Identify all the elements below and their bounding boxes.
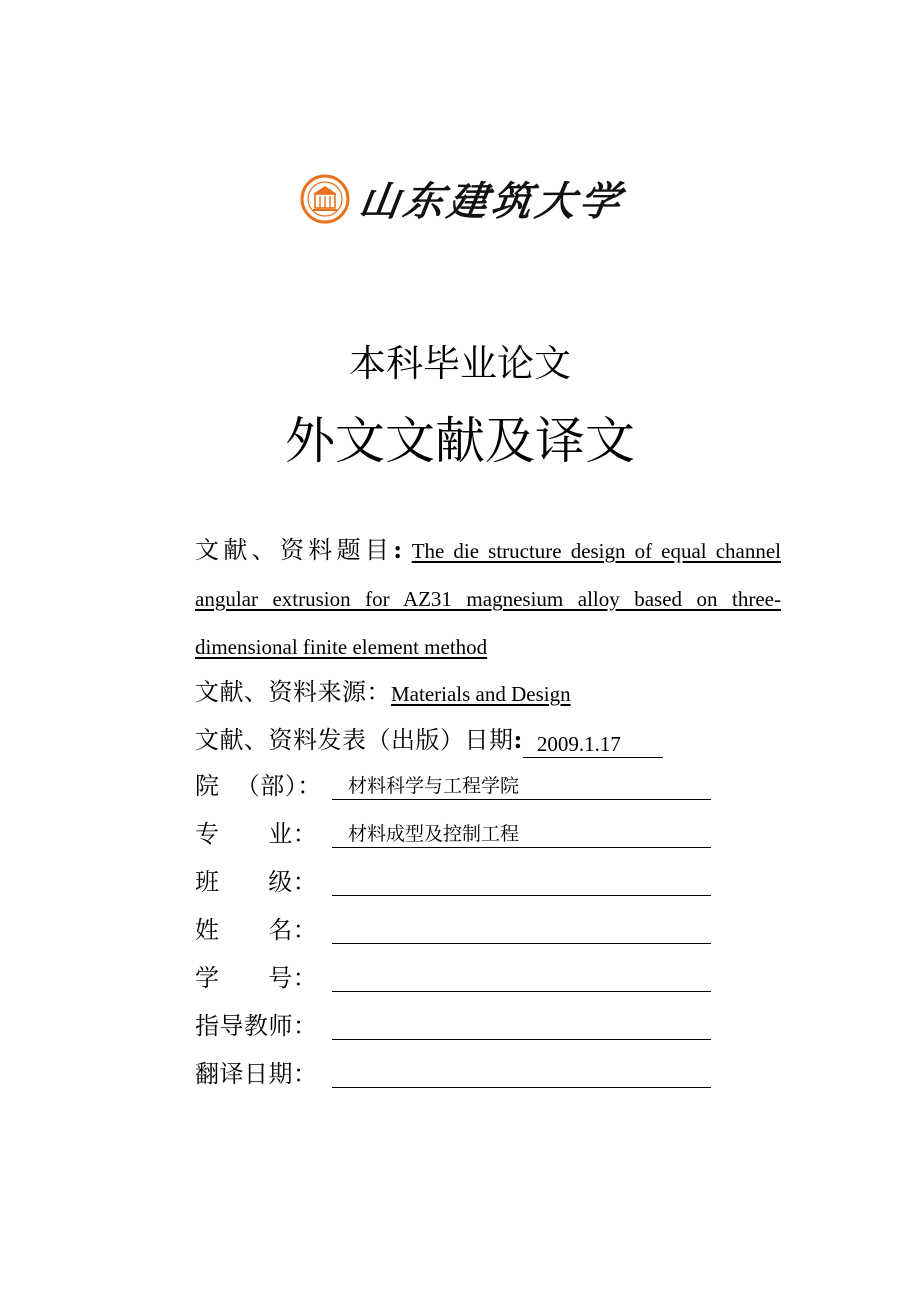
field-line[interactable] [332,865,711,896]
field-name [195,910,711,950]
field-translation-date [195,1054,711,1094]
university-logo [300,170,627,227]
field-value: 材料科学与工程学院 [348,775,520,797]
field-label: 专 业： [195,820,318,848]
field-student-id [195,958,711,998]
field-label: 指导教师： [195,1012,318,1040]
date-colon: : [513,725,523,754]
field-line[interactable] [332,769,711,800]
date-label: 文献、资料发表（出版）日期 [195,726,514,754]
field-advisor [195,1006,711,1046]
field-line[interactable] [332,961,711,992]
thesis-type-title: 本科毕业论文 [349,342,571,385]
university-seal-icon [300,174,350,224]
field-label: 姓 名： [195,916,318,944]
field-label: 翻译日期： [195,1060,318,1088]
field-label: 院 （部）： [195,772,322,800]
topic-label: 文献、资料题目 [195,536,394,564]
field-label: 班 级： [195,868,318,896]
source-value: Materials and Design [391,682,571,706]
field-class [195,862,711,902]
date-value: 2009.1.17 [523,731,663,758]
field-line[interactable] [332,913,711,944]
topic-value: The die structure design of equal channel angular extrusion for AZ31 magnesium alloy based on three-dimensional finite element method [195,539,782,659]
field-line[interactable] [332,1057,711,1088]
field-value: 材料成型及控制工程 [348,823,520,845]
topic-colon: : [393,535,403,564]
field-label: 学 号： [195,964,318,992]
field-line[interactable] [332,1009,711,1040]
university-name: 山东建筑大学 [356,178,627,225]
source-label: 文献、资料来源： [195,678,391,706]
publication-date-row [195,718,663,758]
literature-source-row [195,670,571,710]
field-line[interactable] [332,817,711,848]
field-major [195,814,711,854]
literature-topic [195,526,781,671]
document-title: 外文文献及译文 [285,412,635,470]
field-department [195,766,711,806]
